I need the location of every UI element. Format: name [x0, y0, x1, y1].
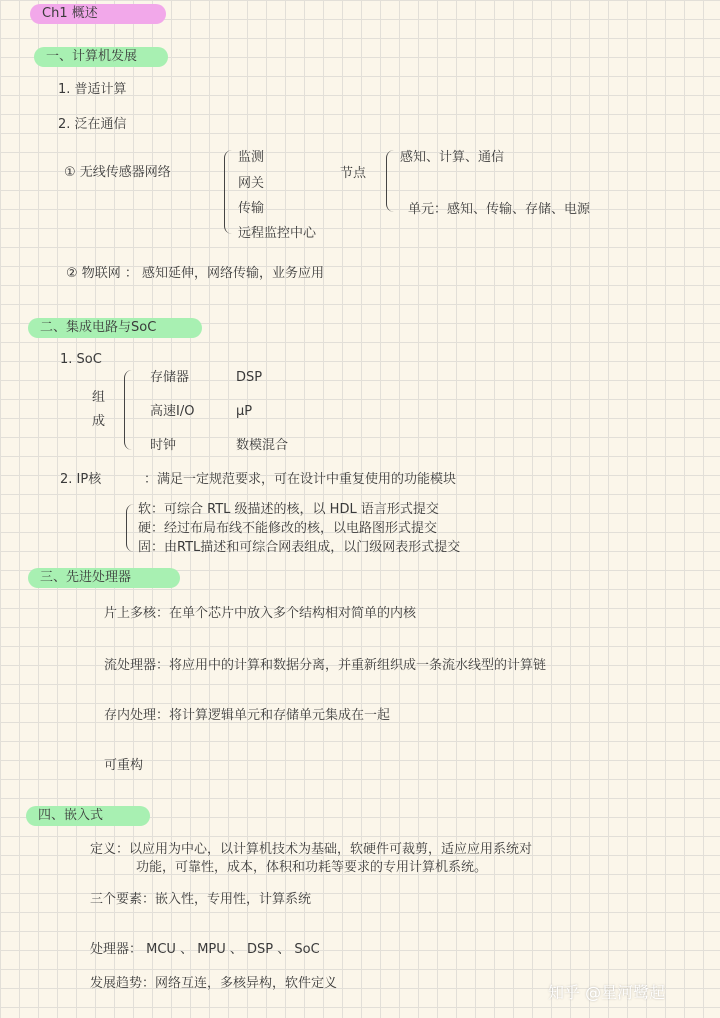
soc-comp-dsp: DSP — [236, 370, 263, 385]
node-label: 节点 — [340, 166, 367, 181]
ip-soft-core: 软：可综合 RTL 级描述的核，以 HDL 语言形式提交 — [138, 502, 439, 517]
wsn-part-control-center: 远程监控中心 — [238, 226, 317, 241]
wsn-brace — [224, 150, 233, 234]
ip-core-brace — [126, 504, 135, 552]
watermark: 知乎 @星河鹭起 — [548, 983, 666, 1002]
wsn-label: ① 无线传感器网络 — [64, 165, 171, 180]
ip-core-label: 2. IP核 — [60, 472, 102, 487]
composition-side-2: 成 — [92, 414, 106, 429]
section-1-heading: 一、计算机发展 — [34, 47, 168, 67]
processor-multicore: 片上多核：在单个芯片中放入多个结构相对简单的内核 — [104, 606, 417, 621]
item-soc: 1. SoC — [60, 352, 102, 367]
item-ubiquitous-computing: 1. 普适计算 — [58, 82, 127, 97]
page-title: Ch1 概述 — [30, 4, 166, 24]
wsn-part-transmission: 传输 — [238, 201, 265, 216]
section-2-heading: 二、集成电路与SoC — [28, 318, 202, 338]
iot-line: ② 物联网 ： 感知延伸，网络传输，业务应用 — [66, 266, 325, 281]
soc-comp-clock: 时钟 — [150, 438, 177, 453]
ip-firm-core: 固：由RTL描述和可综合网表组成，以门级网表形式提交 — [138, 540, 461, 555]
wsn-part-gateway: 网关 — [238, 176, 265, 191]
embedded-three-elements: 三个要素：嵌入性，专用性，计算系统 — [90, 892, 312, 907]
section-3-heading: 三、先进处理器 — [28, 568, 180, 588]
soc-comp-memory: 存储器 — [150, 370, 190, 385]
embedded-trends: 发展趋势：网络互连，多核异构，软件定义 — [90, 976, 338, 991]
wsn-part-monitor: 监测 — [238, 150, 265, 165]
embedded-definition-line-2: 功能，可靠性，成本，体积和功耗等要求的专用计算机系统。 — [136, 860, 488, 875]
node-item-functions: 感知、计算、通信 — [400, 150, 505, 165]
composition-side-1: 组 — [92, 390, 106, 405]
embedded-processors: 处理器： MCU 、 MPU 、 DSP 、 SoC — [90, 942, 320, 957]
processor-in-memory: 存内处理：将计算逻辑单元和存储单元集成在一起 — [104, 708, 391, 723]
processor-reconfigurable: 可重构 — [104, 758, 144, 773]
node-brace — [386, 150, 395, 212]
ip-core-description: ：满足一定规范要求，可在设计中重复使用的功能模块 — [144, 472, 457, 487]
ip-hard-core: 硬：经过布局布线不能修改的核，以电路图形式提交 — [138, 521, 438, 536]
soc-brace — [124, 370, 133, 450]
soc-comp-highspeed-io: 高速I/O — [150, 404, 195, 419]
node-item-units: 单元：感知、传输、存储、电源 — [408, 202, 591, 217]
section-4-heading: 四、嵌入式 — [26, 806, 150, 826]
processor-stream: 流处理器：将应用中的计算和数据分离，并重新组织成一条流水线型的计算链 — [104, 658, 547, 673]
embedded-definition-line-1: 定义：以应用为中心，以计算机技术为基础，软硬件可裁剪，适应应用系统对 — [90, 842, 533, 857]
soc-comp-mixed-signal: 数模混合 — [236, 438, 289, 453]
soc-comp-microprocessor: μP — [236, 404, 253, 419]
item-ubiquitous-communication: 2. 泛在通信 — [58, 117, 127, 132]
